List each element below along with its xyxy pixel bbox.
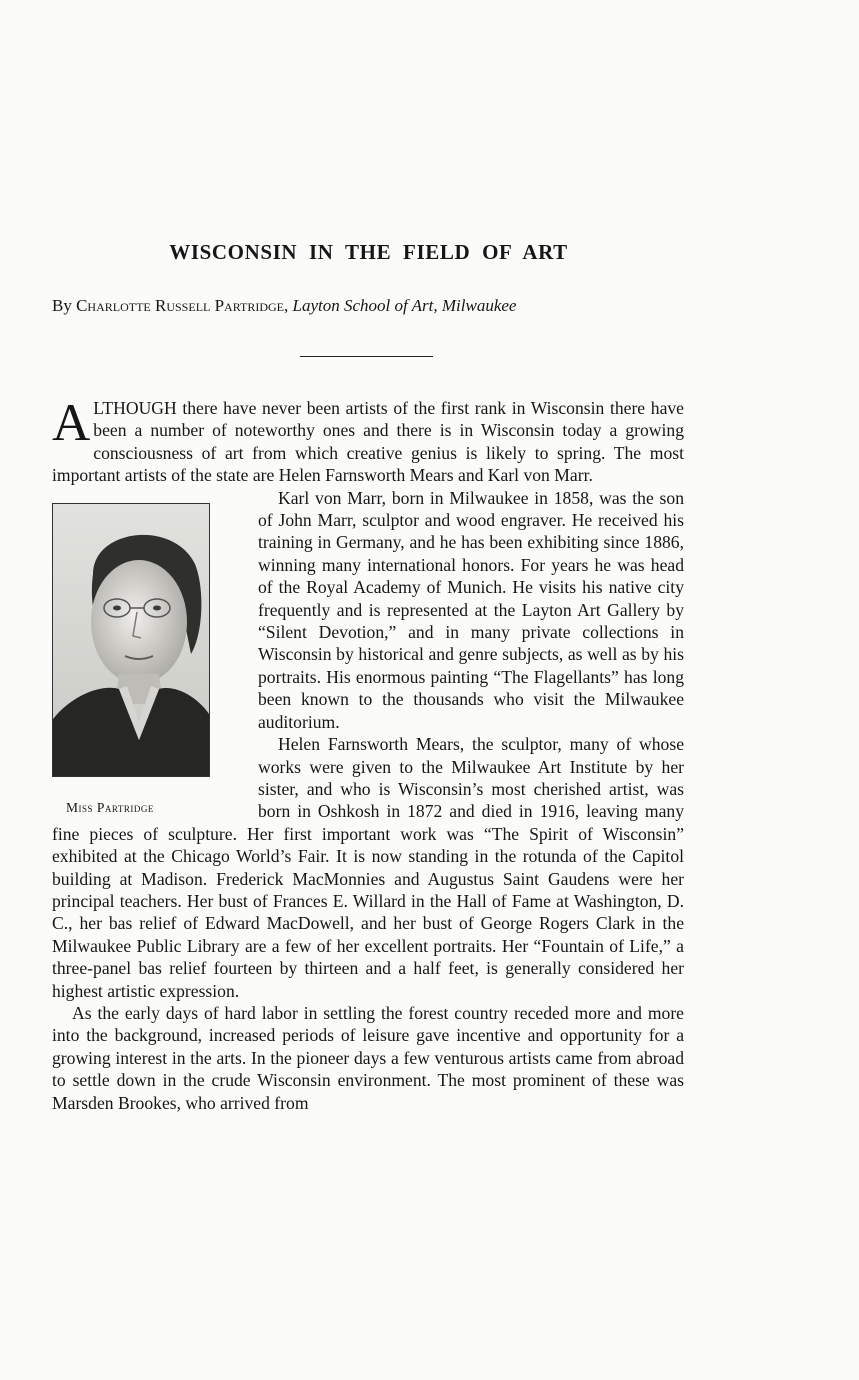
byline-separator: ,	[284, 296, 289, 315]
article-title: WISCONSIN IN THE FIELD OF ART	[169, 240, 568, 264]
paragraph-3: Helen Farnsworth Mears, the sculptor, many of whose works were given to the Milwaukee Art Institute by her sister, and who is Wisconsin’s most cherished artist, was born in Oshkosh in 1872 and died in 1916, leaving many fine pieces of sculpture. Her first important work was “The Spirit of Wisconsin” exhibited at the Chicago World’s Fair. It is now standing in the rotunda of the Capitol building at Madison. Frederick MacMonnies and Augustus Saint Gaudens were her principal teachers. Her bust of Frances E. Willard in the Hall of Fame at Washington, D. C., her bas relief of Edward MacDowell, and her bust of George Rogers Clark in the Milwaukee Public Library are a few of her excellent portraits. Her “Fountain of Life,” a three-panel bas relief fourteen by thirteen and a half feet, is generally considered her highest artistic expression.	[52, 734, 684, 1001]
title-divider	[300, 356, 433, 357]
byline-prefix: By	[52, 296, 72, 315]
author-name: Charlotte Russell Partridge	[76, 296, 284, 315]
paragraph-1-text: LTHOUGH there have never been artists of the first rank in Wisconsin there have been a number of noteworthy ones and there is in Wisconsin today a growing consciousness of art from which creative genius is likely to spring. The most important artists of the state are Helen Farnsworth Mears and Karl von Marr.	[52, 398, 684, 486]
author-affiliation: Layton School of Art, Milwaukee	[292, 296, 517, 315]
portrait-photo-icon	[53, 504, 209, 776]
paragraph-4: As the early days of hard labor in settling the forest country receded more and more into the background, increased periods of leisure gave incentive and opportunity for a growing interest in the arts. In the pioneer days a few venturous artists came from abroad to settle down in the crude Wisconsin environment. The most prominent of these was Marsden Brookes, who arrived from	[52, 1002, 684, 1113]
portrait-photo	[52, 503, 210, 777]
article-body	[52, 394, 684, 1114]
author-figure	[52, 503, 234, 813]
figure-caption: Miss Partridge	[66, 799, 154, 815]
paragraph-1	[52, 394, 684, 487]
paragraph-2: Karl von Marr, born in Milwaukee in 1858, was the son of John Marr, sculptor and wood engraver. He received his training in Germany, and he has been exhibiting since 1886, winning many international honors. For years he was head of the Royal Academy of Munich. He visits his native city frequently and is represented at the Layton Art Gallery by “Silent Devotion,” and in many private collections in Wisconsin by historical and genre subjects, as well as by his portraits. His enormous painting “The Flagellants” has long been known to the thousands who visit the Milwaukee auditorium.	[258, 487, 684, 732]
byline	[52, 296, 516, 316]
drop-cap: A	[52, 394, 91, 452]
